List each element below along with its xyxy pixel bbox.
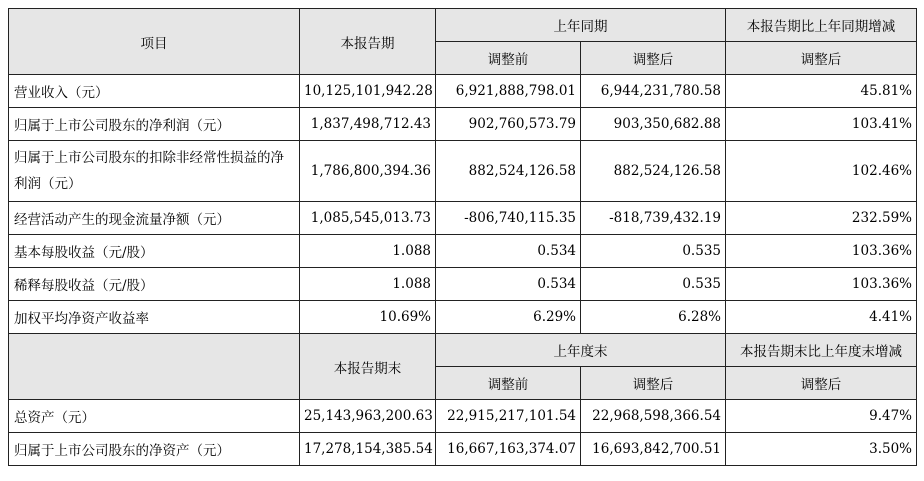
header-change-since-year-end: 本报告期末比上年度末增减 — [726, 334, 917, 367]
row-label: 稀释每股收益（元/股） — [9, 268, 300, 301]
cell-before: 902,760,573.79 — [436, 108, 581, 141]
cell-after: 903,350,682.88 — [581, 108, 726, 141]
cell-current: 10,125,101,942.28 — [300, 75, 436, 108]
table-row — [9, 268, 917, 301]
cell-current: 1,085,545,013.73 — [300, 202, 436, 235]
table-row — [9, 202, 917, 235]
table-row — [9, 75, 917, 108]
header-change-after-adjustment: 调整后 — [726, 42, 917, 75]
row-label: 归属于上市公司股东的净利润（元） — [9, 108, 300, 141]
cell-current: 1.088 — [300, 268, 436, 301]
cell-change: 4.41% — [726, 301, 917, 334]
cell-current: 1,786,800,394.36 — [300, 141, 436, 202]
header-change-after-adjustment: 调整后 — [726, 367, 917, 400]
header-before-adjustment: 调整前 — [436, 42, 581, 75]
header-current-period: 本报告期 — [300, 9, 436, 75]
cell-after: 16,693,842,700.51 — [581, 433, 726, 466]
cell-after: 0.535 — [581, 235, 726, 268]
cell-change: 103.36% — [726, 235, 917, 268]
cell-current: 25,143,963,200.63 — [300, 400, 436, 433]
header-change: 本报告期比上年同期增减 — [726, 9, 917, 42]
table-row — [9, 141, 917, 202]
cell-before: 0.534 — [436, 268, 581, 301]
cell-before: 22,915,217,101.54 — [436, 400, 581, 433]
cell-current: 1.088 — [300, 235, 436, 268]
cell-change: 102.46% — [726, 141, 917, 202]
header-blank — [9, 334, 300, 400]
cell-current: 1,837,498,712.43 — [300, 108, 436, 141]
table-row — [9, 301, 917, 334]
cell-after: 882,524,126.58 — [581, 141, 726, 202]
row-label: 营业收入（元） — [9, 75, 300, 108]
row-label: 基本每股收益（元/股） — [9, 235, 300, 268]
row-label: 加权平均净资产收益率 — [9, 301, 300, 334]
header-after-adjustment: 调整后 — [581, 367, 726, 400]
header-prior-year-group: 上年同期 — [436, 9, 726, 42]
header-after-adjustment: 调整后 — [581, 42, 726, 75]
cell-before: 0.534 — [436, 235, 581, 268]
cell-before: 6,921,888,798.01 — [436, 75, 581, 108]
financial-data-table — [8, 8, 917, 466]
cell-change: 232.59% — [726, 202, 917, 235]
cell-change: 9.47% — [726, 400, 917, 433]
cell-current: 17,278,154,385.54 — [300, 433, 436, 466]
header-before-adjustment: 调整前 — [436, 367, 581, 400]
cell-change: 3.50% — [726, 433, 917, 466]
header-period-end: 本报告期末 — [300, 334, 436, 400]
cell-before: 16,667,163,374.07 — [436, 433, 581, 466]
cell-after: 0.535 — [581, 268, 726, 301]
header-item: 项目 — [9, 9, 300, 75]
row-label: 归属于上市公司股东的扣除非经常性损益的净利润（元） — [9, 141, 300, 202]
cell-before: 6.29% — [436, 301, 581, 334]
table-row — [9, 433, 917, 466]
cell-change: 103.36% — [726, 268, 917, 301]
cell-change: 103.41% — [726, 108, 917, 141]
cell-change: 45.81% — [726, 75, 917, 108]
table-row — [9, 108, 917, 141]
row-label: 经营活动产生的现金流量净额（元） — [9, 202, 300, 235]
cell-after: -818,739,432.19 — [581, 202, 726, 235]
cell-before: -806,740,115.35 — [436, 202, 581, 235]
row-label: 归属于上市公司股东的净资产（元） — [9, 433, 300, 466]
row-label: 总资产（元） — [9, 400, 300, 433]
cell-after: 22,968,598,366.54 — [581, 400, 726, 433]
cell-before: 882,524,126.58 — [436, 141, 581, 202]
cell-after: 6.28% — [581, 301, 726, 334]
table-row — [9, 235, 917, 268]
header-prior-year-end-group: 上年度末 — [436, 334, 726, 367]
cell-after: 6,944,231,780.58 — [581, 75, 726, 108]
table-row — [9, 400, 917, 433]
cell-current: 10.69% — [300, 301, 436, 334]
